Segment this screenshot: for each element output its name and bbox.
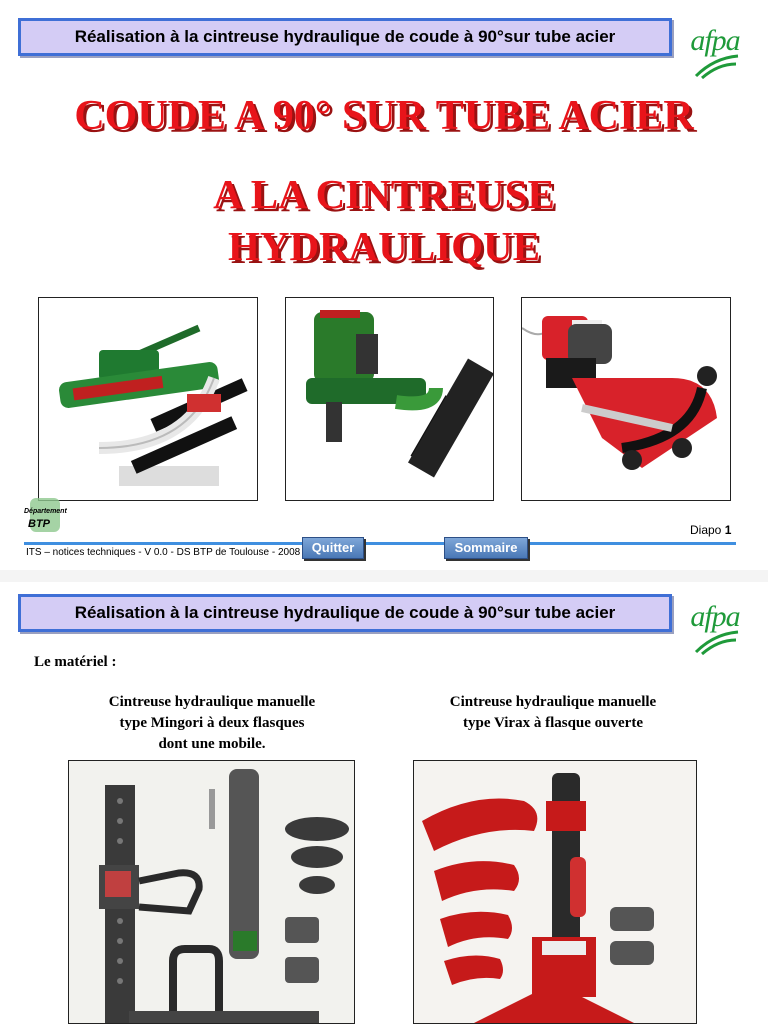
afpa-logo-text: afpa (690, 24, 740, 57)
caption-line: Cintreuse hydraulique manuelle (108, 694, 316, 710)
photo-bender-green-manual (38, 297, 258, 501)
footer-text: ITS – notices techniques - V 0.0 - DS BTP de Toulouse - 2008 (26, 547, 301, 558)
subtitle-line-1: A LA CINTREUSE (213, 171, 555, 217)
photo-virax-parts (413, 760, 697, 1024)
header-bar (18, 18, 672, 56)
department-label: Département (24, 508, 67, 515)
slide-2 (0, 582, 768, 1024)
photo-bender-green-electric (285, 297, 494, 501)
slide-separator (0, 570, 768, 582)
btp-label: BTP (28, 518, 50, 530)
caption-line: type Mingori à deux flasques (119, 715, 305, 731)
afpa-logo (680, 20, 750, 80)
photo-mingori-parts (68, 760, 355, 1024)
summary-button[interactable]: Sommaire (444, 537, 528, 559)
slide-number-value: 1 (724, 523, 732, 537)
caption-line: type Virax à flasque ouverte (463, 715, 643, 731)
photo-bender-red-electric (521, 297, 731, 501)
slide-number-label: Diapo (690, 523, 722, 537)
quit-button[interactable]: Quitter (302, 537, 364, 559)
caption-line: Cintreuse hydraulique manuelle (449, 694, 657, 710)
header-title: Réalisation à la cintreuse hydraulique de coude à 90°sur tube acier (74, 27, 616, 46)
footer-divider (24, 542, 736, 545)
header-title: Réalisation à la cintreuse hydraulique de coude à 90°sur tube acier (74, 603, 616, 622)
subtitle (0, 168, 768, 272)
caption-virax (410, 692, 696, 734)
department-btp-logo (24, 498, 68, 536)
subtitle-line-2: HYDRAULIQUE (227, 223, 541, 269)
afpa-logo (680, 596, 750, 656)
afpa-logo-text: afpa (690, 600, 740, 633)
caption-mingori (70, 692, 354, 755)
caption-line: dont une mobile. (158, 736, 266, 752)
main-title: COUDE A 90° SUR TUBE ACIER (74, 93, 694, 139)
section-label: Le matériel : (34, 654, 117, 670)
header-bar (18, 594, 672, 632)
slide-number (690, 523, 731, 537)
